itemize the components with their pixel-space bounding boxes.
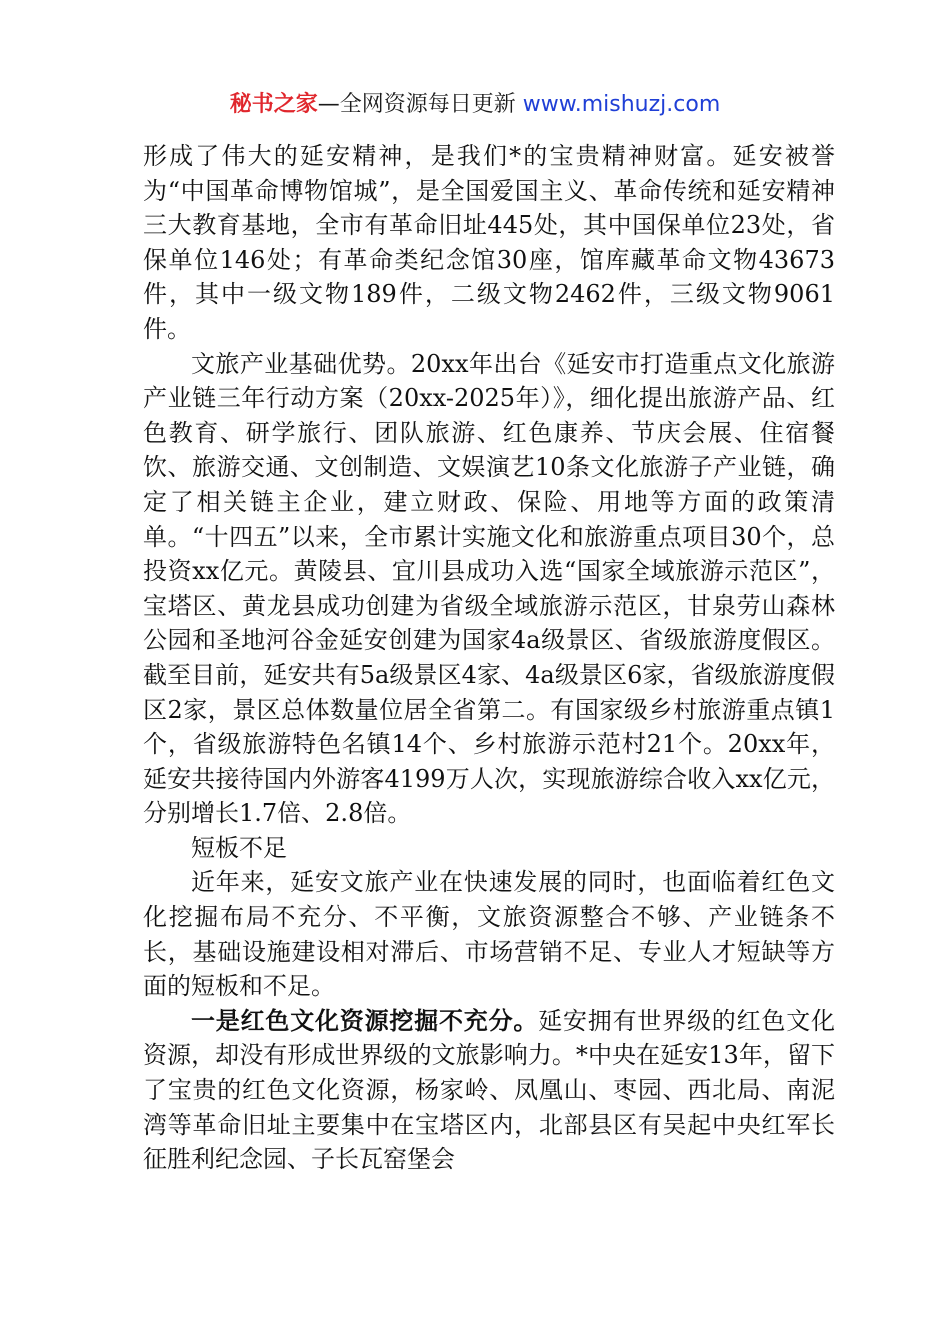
section-heading-shortcomings: 短板不足 bbox=[191, 833, 287, 862]
header-tagline: —全网资源每日更新 bbox=[317, 92, 516, 117]
page-header bbox=[0, 86, 950, 124]
point-one-lead: 一是红色文化资源挖掘不充分。 bbox=[191, 1005, 539, 1035]
brand-name: 秘书之家 bbox=[229, 92, 318, 117]
paragraph-point-one bbox=[143, 1004, 835, 1177]
point-one-text: 延安拥有世界级的红色文化资源，却没有形成世界级的文旅影响力。*中央在延安13年，留下了宝贵的红色文化资源，杨家岭、凤凰山、枣园、西北局、南泥湾等革命旧址主要集中在宝塔区内，北部县区有吴起中央红军长征胜利纪念园、子长瓦窑堡会 bbox=[143, 1006, 836, 1174]
document-body bbox=[143, 139, 835, 1177]
website-link[interactable]: www.mishuzj.com bbox=[522, 92, 721, 117]
paragraph-tourism-advantages: 文旅产业基础优势。20xx年出台《延安市打造重点文化旅游产业链三年行动方案（20xx-2025年）》，细化提出旅游产品、红色教育、研学旅行、团队旅游、红色康养、节庆会展、住宿餐饮、旅游交通、文创制造、文娱演艺10条文化旅游子产业链，确定了相关链主企业，建立财政、保险、用地等方面的政策清单。“十四五”以来，全市累计实施文化和旅游重点项目30个，总投资xx亿元。黄陵县、宜川县成功入选“国家全域旅游示范区”，宝塔区、黄龙县成功创建为省级全域旅游示范区，甘泉劳山森林公园和圣地河谷金延安创建为国家4a级景区、省级旅游度假区。截至目前，延安共有5a级景区4家、4a级景区6家，省级旅游度假区2家，景区总体数量位居全省第二。有国家级乡村旅游重点镇1个，省级旅游特色名镇14个、乡村旅游示范村21个。20xx年，延安共接待国内外游客4199万人次，实现旅游综合收入xx亿元，分别增长1.7倍、2.8倍。 bbox=[143, 349, 835, 828]
paragraph-shortcomings-overview: 近年来，延安文旅产业在快速发展的同时，也面临着红色文化挖掘布局不充分、不平衡，文旅资源整合不够、产业链条不长，基础设施建设相对滞后、市场营销不足、专业人才短缺等方面的短板和不足。 bbox=[143, 868, 835, 1001]
paragraph-revolutionary-relics: 形成了伟大的延安精神，是我们*的宝贵精神财富。延安被誉为“中国革命博物馆城”，是全国爱国主义、革命传统和延安精神三大教育基地，全市有革命旧址445处，其中国保单位23处，省保单位146处；有革命类纪念馆30座，馆库藏革命文物43673件，其中一级文物189件，二级文物2462件，三级文物9061件。 bbox=[143, 142, 835, 343]
